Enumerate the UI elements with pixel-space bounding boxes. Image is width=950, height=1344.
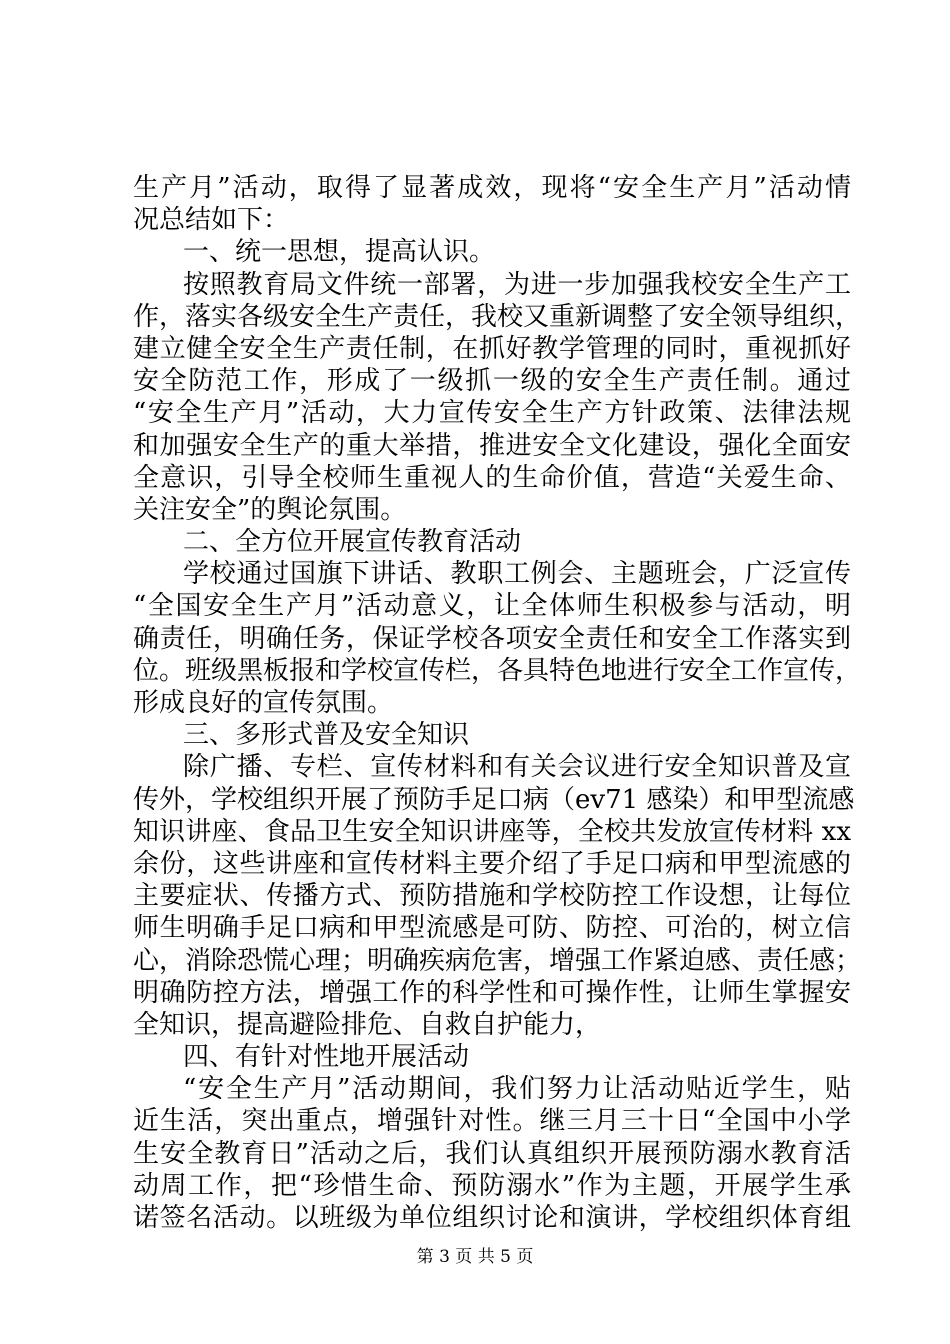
section-heading: 二、全方位开展宣传教育活动 xyxy=(183,527,522,558)
text-line: 学校通过国旗下讲话、教职工例会、主题班会，广泛宣传 xyxy=(183,559,851,590)
text-line: 近生活，突出重点，增强针对性。继三月三十日“全国中小学 xyxy=(133,1106,851,1137)
text-line: 生产月”活动，取得了显著成效，现将“安全生产月”活动情 xyxy=(133,173,851,203)
text-line: 安全防范工作，形成了一级抓一级的安全生产责任制。通过 xyxy=(133,366,851,397)
section-heading: 四、有针对性地开展活动 xyxy=(183,1042,470,1073)
text-line: 传外，学校组织开展了预防手足口病（ev71 感染）和甲型流感 xyxy=(133,784,855,815)
text-line: 除广播、专栏、宣传材料和有关会议进行安全知识普及宣 xyxy=(183,752,851,783)
text-line: 生安全教育日”活动之后，我们认真组织开展预防溺水教育活 xyxy=(133,1138,851,1169)
text-line: 师生明确手足口病和甲型流感是可防、防控、可治的，树立信 xyxy=(133,913,851,944)
text-line: 明确防控方法，增强工作的科学性和可操作性，让师生掌握安 xyxy=(133,977,851,1008)
text-line: 主要症状、传播方式、预防措施和学校防控工作设想，让每位 xyxy=(133,881,851,912)
document-body xyxy=(133,172,862,1234)
text-line: 位。班级黑板报和学校宣传栏，各具特色地进行安全工作宣传， xyxy=(133,655,862,686)
text-line: 况总结如下： xyxy=(133,205,290,236)
text-line: 全知识，提高避险排危、自救自护能力， xyxy=(133,1009,602,1040)
text-line: 余份，这些讲座和宣传材料主要介绍了手足口病和甲型流感的 xyxy=(133,848,851,879)
section-heading: 一、统一思想，提高认识。 xyxy=(183,237,496,268)
text-line: “全国安全生产月”活动意义，让全体师生积极参与活动，明 xyxy=(133,591,851,622)
text-line: 心，消除恐慌心理；明确疾病危害，增强工作紧迫感、责任感； xyxy=(133,945,862,976)
text-line: 建立健全安全生产责任制，在抓好教学管理的同时，重视抓好 xyxy=(133,333,851,364)
text-line: 形成良好的宣传氛围。 xyxy=(133,688,394,718)
text-line: 动周工作，把“珍惜生命、预防溺水”作为主题，开展学生承 xyxy=(133,1170,851,1201)
text-line: 知识讲座、食品卫生安全知识讲座等，全校共发放宣传材料 xx xyxy=(133,816,851,847)
text-line: 关注安全”的舆论氛围。 xyxy=(133,494,407,525)
text-line: 诺签名活动。以班级为单位组织讨论和演讲，学校组织体育组 xyxy=(133,1203,851,1233)
text-line: 全意识，引导全校师生重视人的生命价值，营造“关爱生命、 xyxy=(133,462,851,493)
text-line: 按照教育局文件统一部署，为进一步加强我校安全生产工 xyxy=(183,269,851,300)
text-line: “安全生产月”活动，大力宣传安全生产方针政策、法律法规 xyxy=(133,398,851,429)
text-line: “安全生产月”活动期间，我们努力让活动贴近学生，贴 xyxy=(183,1074,851,1105)
text-line: 和加强安全生产的重大举措，推进安全文化建设，强化全面安 xyxy=(133,430,851,461)
text-line: 确责任，明确任务，保证学校各项安全责任和安全工作落实到 xyxy=(133,623,851,654)
text-line: 作，落实各级安全生产责任，我校又重新调整了安全领导组织， xyxy=(133,301,862,332)
section-heading: 三、多形式普及安全知识 xyxy=(183,720,470,751)
page-number-footer: 第 3 页 共 5 页 xyxy=(416,1247,534,1267)
